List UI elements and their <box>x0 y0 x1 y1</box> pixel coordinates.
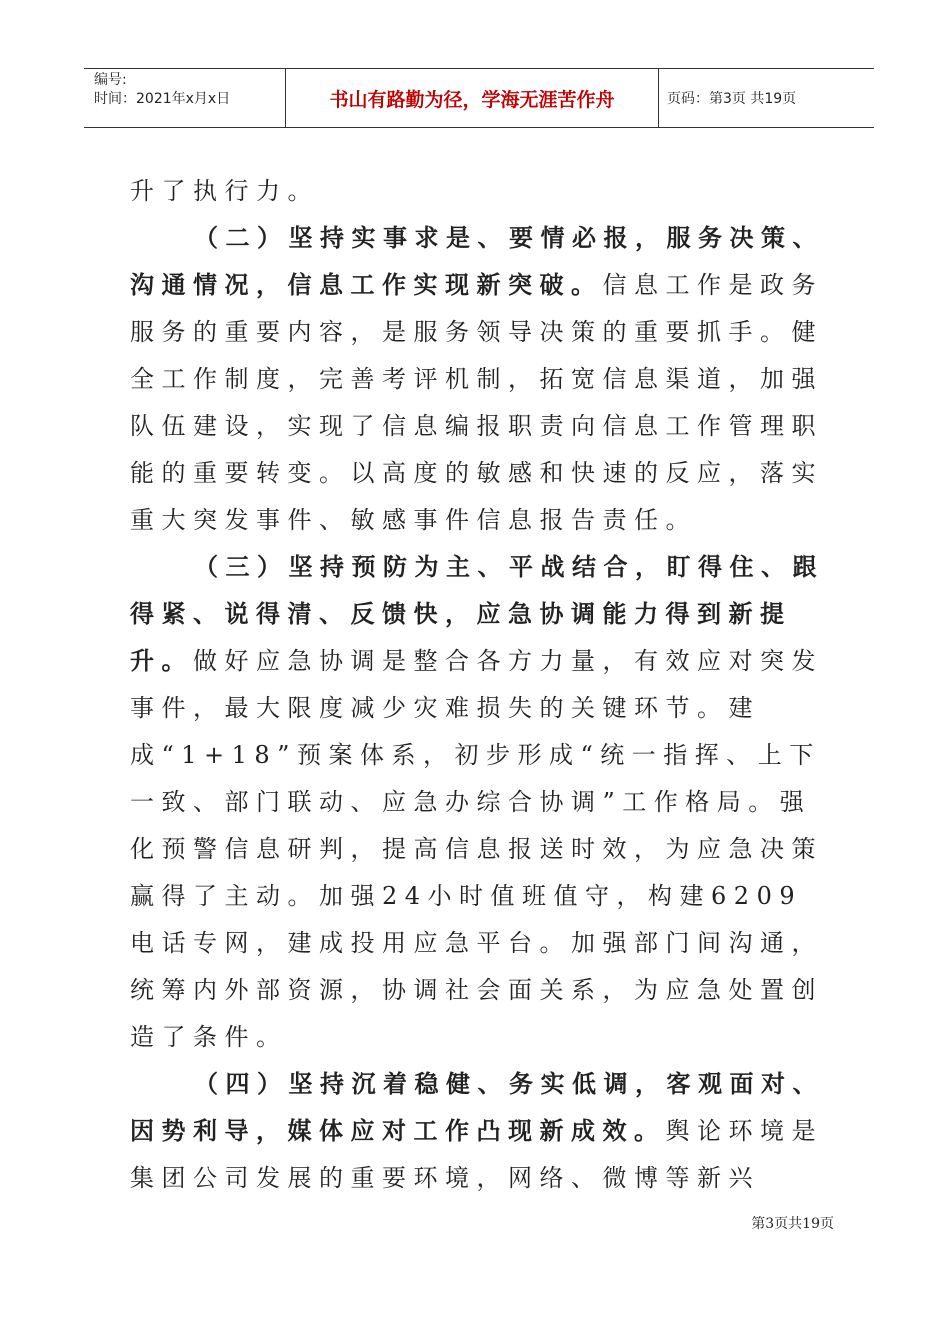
header-meta <box>84 69 286 127</box>
page-header <box>84 68 874 128</box>
paragraph-text: 舆论环境是集团公司发展的重要环境，网络、微博等新兴 <box>130 1117 823 1192</box>
paragraph-3 <box>130 544 830 1061</box>
document-body <box>130 168 830 1202</box>
header-motto: 书山有路勤为径，学海无涯苦作舟 <box>286 69 659 127</box>
paragraph-text: 做好应急协调是整合各方力量，有效应对突发事件，最大限度减少灾难损失的关键环节。建成“1+18”预案体系，初步形成“统一指挥、上下一致、部门联动、应急办综合协调”工作格局。强化预警信息研判，提高信息报送时效，为应急决策赢得了主动。加强24小时值班值守，构建6209电话专网，建成投用应急平台。加强部门间沟通，统筹内外部资源，协调社会面关系，为应急处置创造了条件。 <box>130 647 823 1051</box>
paragraph-1 <box>130 168 830 215</box>
header-page-label: 页码：第3页 共19页 <box>667 91 797 107</box>
paragraph-text: 升了执行力。 <box>130 177 319 205</box>
paragraph-heading: （四）坚持沉着稳健、务实低调，客观面对、因势利导，媒体应对工作凸现新成效。 <box>130 1070 824 1145</box>
paragraph-text: 信息工作是政务服务的重要内容，是服务领导决策的重要抓手。健全工作制度，完善考评机制，拓宽信息渠道，加强队伍建设，实现了信息编报职责向信息工作管理职能的重要转变。以高度的敏感和快速的反应，落实重大突发事件、敏感事件信息报告责任。 <box>130 271 823 534</box>
paragraph-heading: （三）坚持预防为主、平战结合，盯得住、跟得紧、说得清、反馈快，应急协调能力得到新提升。 <box>130 553 824 675</box>
paragraph-4 <box>130 1061 830 1202</box>
page-footer: 第3页共19页 <box>751 1216 834 1232</box>
paragraph-heading: （二）坚持实事求是、要情必报，服务决策、沟通情况，信息工作实现新突破。 <box>130 224 824 299</box>
document-number-label: 编号: <box>94 72 127 88</box>
paragraph-2 <box>130 215 830 544</box>
document-time-label: 时间：2021年x月x日 <box>94 91 231 107</box>
